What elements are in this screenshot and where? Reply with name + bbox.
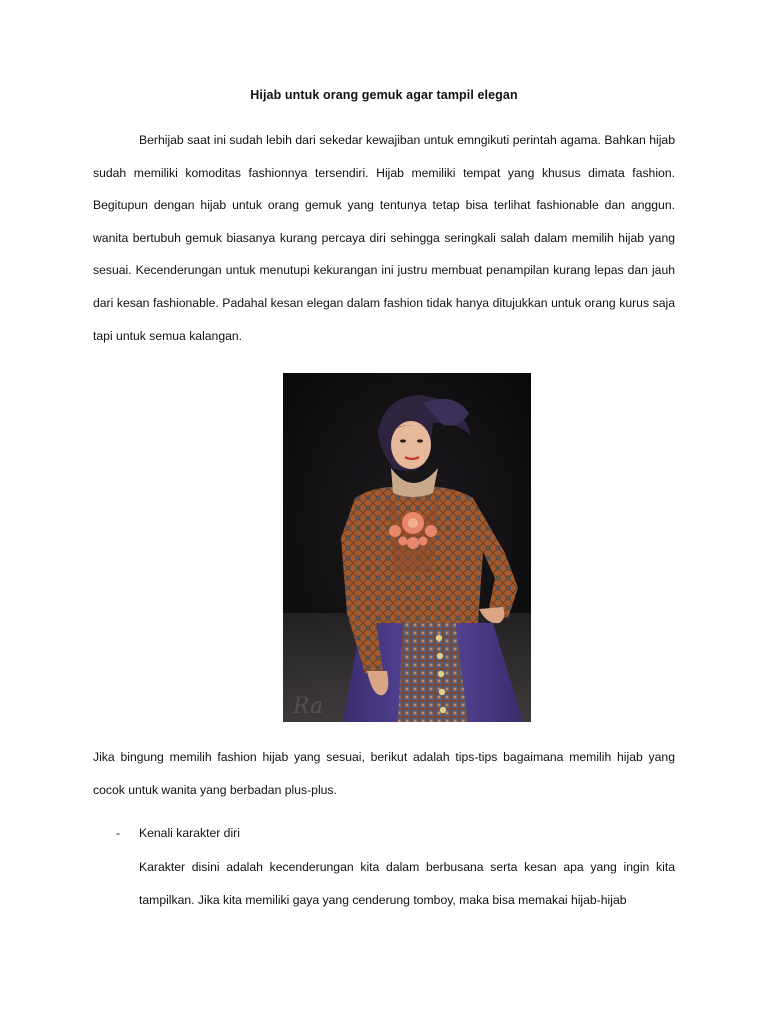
intro-paragraph: Berhijab saat ini sudah lebih dari sekedar kewajiban untuk emngikuti perintah agama. Bahkan hijab sudah memiliki komoditas fashionnya tersendiri. Hijab memiliki tempat yang khusus dimata fashion. Begitupun dengan hijab untuk orang gemuk yang tentunya tetap bisa terlihat fashionable dan anggun. wanita bertubuh gemuk biasanya kurang percaya diri sehingga seringkali salah dalam memilih hijab yang sesuai. Kecenderungan untuk menutupi kekurangan ini justru membuat penampilan kurang lepas dan jauh dari kesan fashionable. Padahal kesan elegan dalam fashion tidak hanya ditujukkan untuk orang kurus saja tapi untuk semua kalangan. [93, 133, 675, 343]
bullet-marker: - [116, 826, 121, 840]
tips-intro-paragraph: Jika bingung memilih fashion hijab yang sesuai, berikut adalah tips-tips bagaimana memilih hijab yang cocok untuk wanita yang berbadan plus-plus. [93, 750, 675, 797]
svg-text:Ra: Ra [293, 694, 324, 719]
bullet-heading: Kenali karakter diri [139, 826, 240, 840]
bullet-body-paragraph: Karakter disini adalah kecenderungan kita dalam berbusana serta kesan apa yang ingin kita tampilkan. Jika kita memiliki gaya yang cenderung tomboy, maka bisa memakai hijab-hijab [139, 860, 675, 907]
document-title: Hijab untuk orang gemuk agar tampil elegan [250, 88, 518, 102]
hijab-fashion-photo [283, 373, 531, 722]
